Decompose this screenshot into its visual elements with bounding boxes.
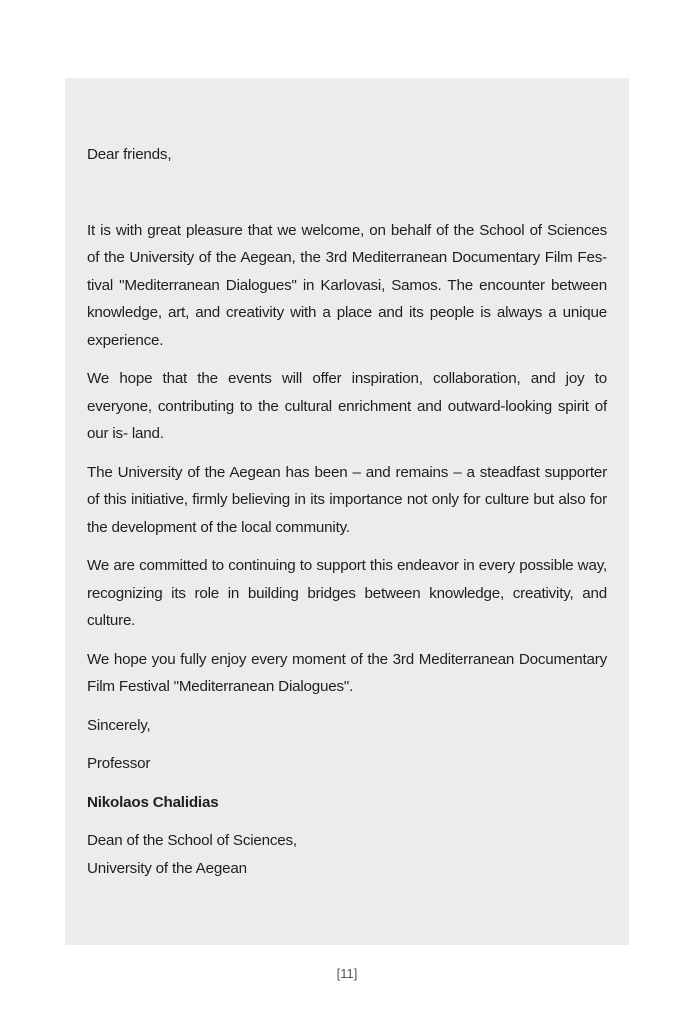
closing: Sincerely, [87,716,151,734]
paragraph-hope-events: We hope that the events will offer inspiration, collaboration, and joy to everyone, contributing to the cultural enrichment and outward-looking spirit of our is- land. [87,370,607,442]
paragraph-enjoy: We hope you fully enjoy every moment of the 3rd Mediterranean Documentary Film Festival "Mediterranean Dialogues". [87,650,607,695]
page-number: [11] [336,966,358,981]
salutation: Dear friends, [87,146,172,163]
paragraph-commitment: We are committed to continuing to support this endeavor in every possible way, recognizing its role in building bridges between knowledge, creativity, and culture. [87,557,607,629]
paragraph-welcome: It is with great pleasure that we welcome, on behalf of the School of Sciences of the University of the Aegean, the 3rd Mediterranean Documentary Film Fes- tival "Mediterranean Dialogues" in Karlovasi, Samos. The encounter between knowledge, art, and creativity with a place and its people is always a unique experience. [87,221,607,349]
letter-content [87,141,607,882]
paragraph-university-support: The University of the Aegean has been – and remains – a steadfast supporter of this initiative, firmly believing in its importance not only for culture but also for the development of the local community. [87,463,607,536]
signer-role-line-2: University of the Aegean [87,859,247,877]
signer-title: Professor [87,755,151,772]
signer-role-line-1: Dean of the School of Sciences, [87,832,297,849]
letter-panel [65,78,629,945]
signer-name: Nikolaos Chalidias [87,793,219,811]
